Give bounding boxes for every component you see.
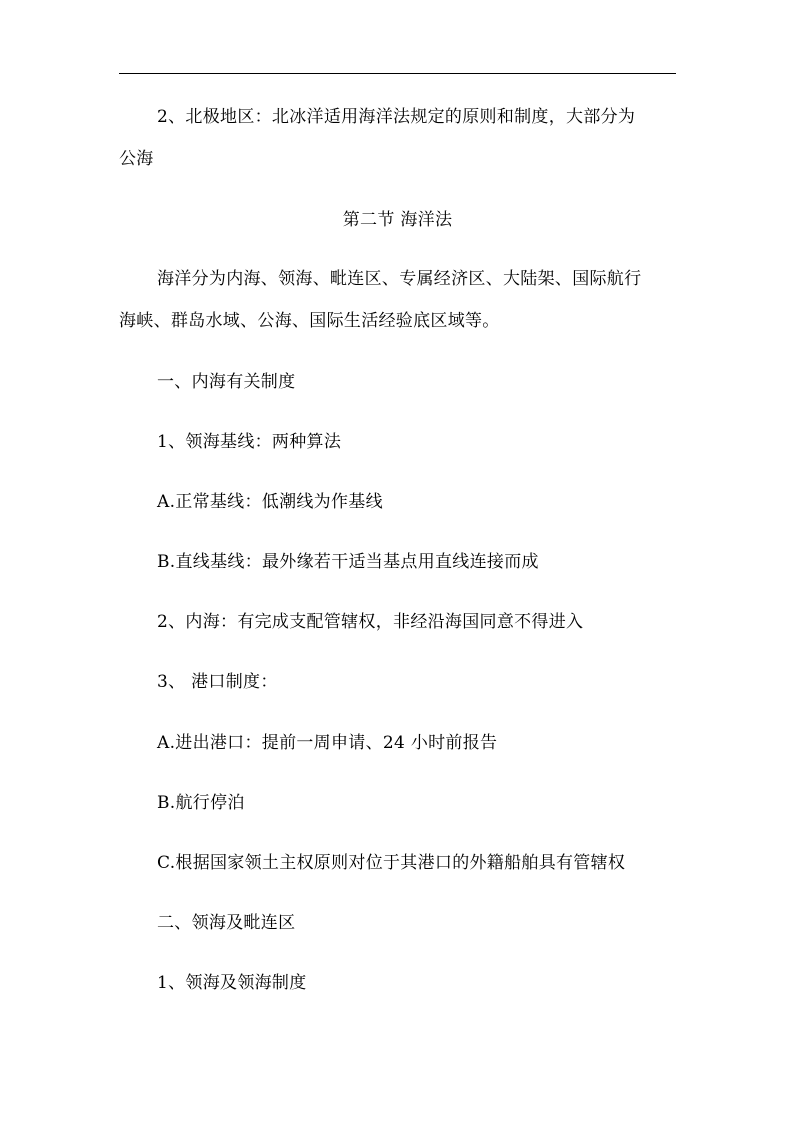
list-item: B.直线基线：最外缘若干适当基点用直线连接而成 bbox=[157, 552, 539, 572]
list-item: 一、内海有关制度 bbox=[157, 372, 296, 392]
list-item: A.正常基线：低潮线为作基线 bbox=[157, 492, 383, 512]
list-item: B.航行停泊 bbox=[157, 793, 245, 813]
list-item: A.进出港口：提前一周申请、24 小时前报告 bbox=[157, 733, 498, 753]
paragraph-arctic-line2: 公海 bbox=[119, 149, 154, 169]
list-item: C.根据国家领土主权原则对位于其港口的外籍船舶具有管辖权 bbox=[157, 853, 626, 873]
list-item: 3、 港口制度： bbox=[157, 672, 278, 692]
paragraph-ocean-line1: 海洋分为内海、领海、毗连区、专属经济区、大陆架、国际航行 bbox=[157, 269, 642, 289]
section-heading: 第二节 海洋法 bbox=[342, 210, 453, 230]
list-item: 1、领海基线：两种算法 bbox=[157, 432, 342, 452]
list-item: 1、领海及领海制度 bbox=[157, 973, 307, 993]
list-item: 二、领海及毗连区 bbox=[157, 913, 296, 933]
paragraph-arctic-line1: 2、北极地区：北冰洋适用海洋法规定的原则和制度，大部分为 bbox=[157, 107, 636, 127]
header-rule bbox=[119, 73, 676, 74]
paragraph-ocean-line2: 海峡、群岛水域、公海、国际生活经验底区域等。 bbox=[119, 311, 500, 331]
list-item: 2、内海：有完成支配管辖权，非经沿海国同意不得进入 bbox=[157, 612, 584, 632]
